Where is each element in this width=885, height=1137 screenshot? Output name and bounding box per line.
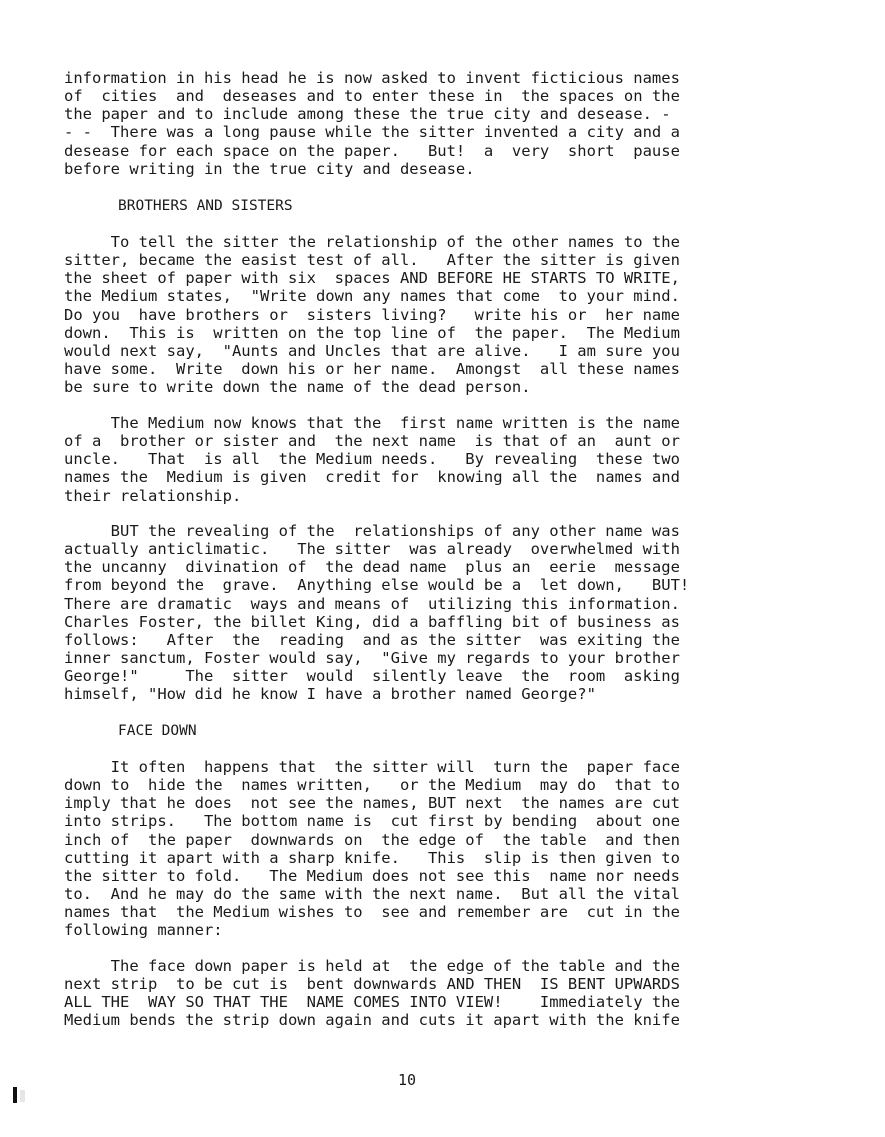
- paragraph-bent-upwards: The face down paper is held at the edge of the table and the next strip to be cut is bent downwards AND THEN IS BENT UPWARDS ALL THE WAY SO THAT THE NAME COMES INTO VIEW! Immediately the Medium bends the strip down again and cuts it apart with the knife: [64, 957, 680, 1030]
- scan-margin-mark: [13, 1087, 17, 1103]
- paragraph-charles-foster: BUT the revealing of the relationships of any other name was actually anticlimatic. The sitter was already overwhelmed with the uncanny divination of the dead name plus an eerie message from beyond the grave. Anything else would be a let down, BUT! There are dramatic ways and means of utilizing this information. Charles Foster, the billet King, did a baffling bit of business as follows: After the reading and as the sitter was exiting the inner sanctum, Foster would say, "Give my regards to your brother George!" The sitter would silently leave the room asking himself, "How did he know I have a brother named George?": [64, 522, 690, 704]
- heading-face-down: FACE DOWN: [118, 723, 197, 739]
- paragraph-first-name-revealed: The Medium now knows that the first name written is the name of a brother or sister and the next name is that of an aunt or uncle. That is all the Medium needs. By revealing these two names the Medium is given credit for knowing all the names and their relationship.: [64, 414, 680, 505]
- heading-brothers-and-sisters: BROTHERS AND SISTERS: [118, 198, 293, 214]
- paragraph-relationship-test: To tell the sitter the relationship of the other names to the sitter, became the easist test of all. After the sitter is given the sheet of paper with six spaces AND BEFORE HE STARTS TO WRITE, the Medium states, "Write down any names that come to your mind. Do you have brothers or sisters living? write his or her name down. This is written on the top line of the paper. The Medium would next say, "Aunts and Uncles that are alive. I am sure you have some. Write down his or her name. Amongst all these names be sure to write down the name of the dead person.: [64, 233, 680, 397]
- page-number: 10: [398, 1071, 417, 1089]
- scan-margin-smudge: [20, 1090, 25, 1102]
- paragraph-invent-names: information in his head he is now asked to invent ficticious names of cities and deseases and to enter these in the spaces on the the paper and to include among these the true city and desease. - - - There was a long pause while the sitter invented a city and a desease for each space on the paper. But! a very short pause before writing in the true city and desease.: [64, 69, 680, 178]
- paragraph-cut-into-strips: It often happens that the sitter will turn the paper face down to hide the names written, or the Medium may do that to imply that he does not see the names, BUT next the names are cut into strips. The bottom name is cut first by bending about one inch of the paper downwards on the edge of the table and then cutting it apart with a sharp knife. This slip is then given to the sitter to fold. The Medium does not see this name nor needs to. And he may do the same with the next name. But all the vital names that the Medium wishes to see and remember are cut in the following manner:: [64, 758, 680, 940]
